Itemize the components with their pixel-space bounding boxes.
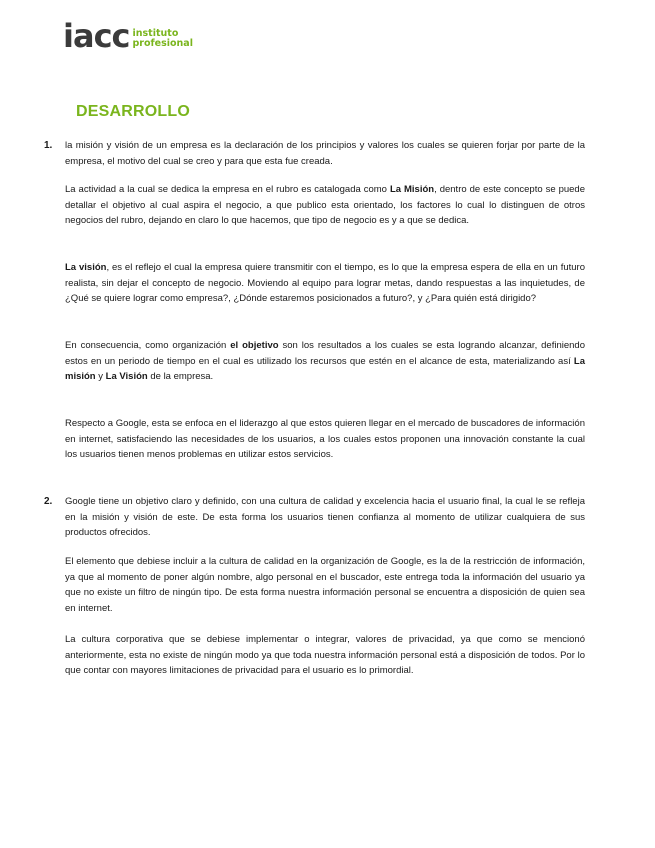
text-run: de la empresa. xyxy=(147,371,214,383)
text-run: son los resultados a los cuales se esta logrando alcanzar, definiendo estos en un periodo de tiempo en el cual es utilizado los recursos que estén en el alcance de esta, materializando así xyxy=(65,340,585,367)
text-run: Google tiene un objetivo claro y definido, con una cultura de calidad y excelencia hacia el usuario final, la cual le se refleja en la misión y visión de este. De esta forma los usuarios tienen confianza al momento de utilizar cualquiera de sus productos ofrecidos. xyxy=(65,496,585,539)
section-number: 2. xyxy=(44,496,53,507)
section-heading: DESARROLLO xyxy=(76,103,190,120)
text-run: Respecto a Google, esta se enfoca en el liderazgo al que estos quieren llegar en el mercado de buscadores de información en internet, satisfaciendo las necesidades de los usuarios, a los cuales estos proponen una innovación constante la cual los usuarios tienen menos problemas en utilizar estos servicios. xyxy=(65,418,585,461)
section-number: 1. xyxy=(44,140,53,151)
logo-subtitle-line1: instituto xyxy=(132,28,179,39)
paragraph xyxy=(65,494,585,541)
emphasis-text: La misión xyxy=(65,355,585,383)
logo-wordmark: iacc xyxy=(63,17,130,55)
text-run: , es el reflejo el cual la empresa quiere transmitir con el tiempo, es lo que la empresa espera de ella en un futuro realista, sin dejar el concepto de negocio. Moviendo al equipo para lograr metas, dando respuestas a las inquietudes, de ¿Qué se quiere lograr como empresa?, ¿Dónde estaremos posicionados a futuro?, y ¿Para quién está dirigido? xyxy=(65,262,585,305)
emphasis-text: La Misión xyxy=(389,184,435,195)
paragraph xyxy=(65,138,585,169)
emphasis-text: La Visión xyxy=(105,371,148,383)
paragraph xyxy=(65,182,585,229)
text-run: En consecuencia, como organización xyxy=(65,340,231,351)
text-run: La actividad a la cual se dedica la empresa en el rubro es catalogada como xyxy=(65,184,390,195)
text-run: , dentro de este concepto se puede detallar el objetivo al cual aspira el negocio, a que publico esta orientado, los factores lo cual lo distinguen de otros negocios del rubro, dejando en claro lo que hacemos, que tipo de negocio es y a que se dedica. xyxy=(65,184,586,227)
emphasis-text: el objetivo xyxy=(230,340,279,351)
text-run: El elemento que debiese incluir a la cultura de calidad en la organización de Google, es la de la restricción de información, ya que al momento de poner algún nombre, algo personal en el buscador, este entrega toda la información del usuario ya que no existe un filtro de ningún tipo. De esta forma nuestra información personal se encuentra a disposición de quien sea en internet. xyxy=(65,556,585,614)
logo-subtitle xyxy=(133,29,193,49)
paragraph xyxy=(65,632,585,679)
paragraph xyxy=(65,416,585,463)
text-run: la misión y visión de un empresa es la declaración de los principios y valores los cuales se quieren forjar por parte de la empresa, el motivo del cual se creo y para que esta fue creada. xyxy=(65,140,585,167)
paragraph xyxy=(65,338,585,385)
logo-subtitle-line2: profesional xyxy=(132,38,193,49)
paragraph xyxy=(65,554,585,616)
text-run: y xyxy=(95,371,106,383)
emphasis-text: La visión xyxy=(65,262,107,273)
brand-logo xyxy=(63,17,193,55)
text-run: La cultura corporativa que se debiese implementar o integrar, valores de privacidad, ya que como se mencionó anteriormente, esta no existe de ningún modo ya que toda nuestra información personal está a disposición de todos. Por lo que contar con mayores limitaciones de privacidad para el usuario es lo primordial. xyxy=(65,634,585,677)
paragraph xyxy=(65,260,585,307)
